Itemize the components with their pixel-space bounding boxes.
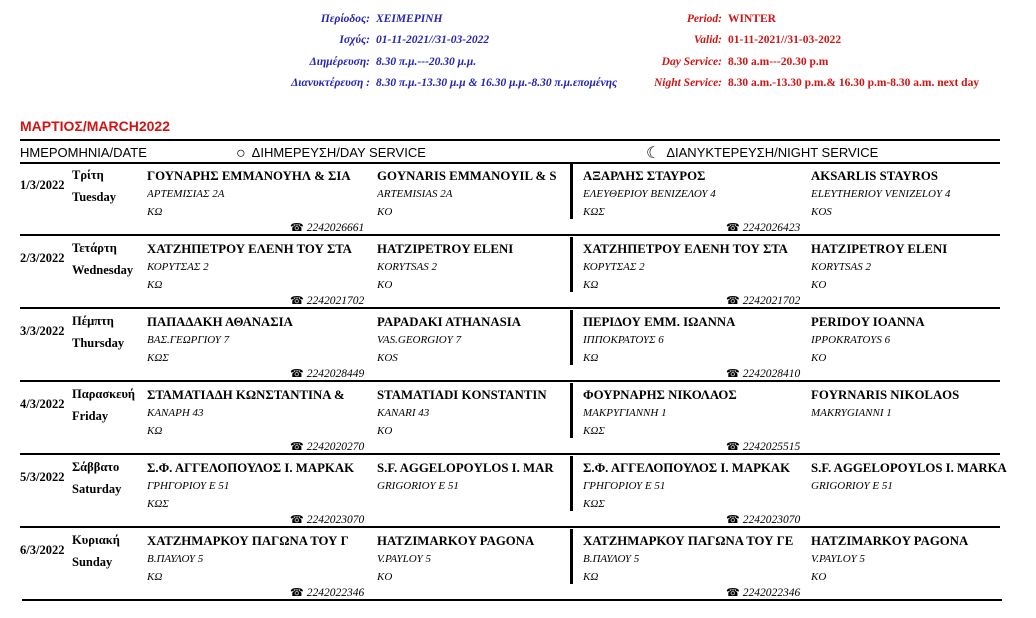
pharmacy-address-gr: ΚΟΡΥΤΣΑΣ 2 [147, 261, 209, 273]
pharmacy-city-gr: ΚΩΣ [583, 425, 605, 437]
pharmacy-address-gr: ΑΡΤΕΜΙΣΙΑΣ 2Α [147, 188, 225, 200]
row-weekday-english: Friday [72, 409, 109, 423]
service-divider [570, 164, 573, 219]
pharmacy-address-en: GRIGORIOY E 51 [811, 480, 893, 492]
pharmacy-address-en: IPPOKRATOYS 6 [811, 334, 891, 346]
pharmacy-address-en: GRIGORIOY E 51 [377, 480, 459, 492]
period-label-en: Period: [686, 13, 722, 25]
service-divider [570, 237, 573, 292]
night-service-value-en: 8.30 a.m.-13.30 p.m.& 16.30 p.m-8.30 a.m. next day [728, 76, 980, 89]
valid-value-en: 01-11-2021//31-03-2022 [728, 34, 842, 47]
row-weekday-english: Wednesday [72, 263, 134, 277]
pharmacy-name-gr: ΓΟΥΝΑΡΗΣ ΕΜΜΑΝΟΥΗΛ & ΣΙΑ [147, 169, 351, 183]
pharmacy-city-gr: ΚΩ [147, 279, 163, 291]
pharmacy-name-gr: ΣΤΑΜΑΤΙΑΔΗ ΚΩΝΣΤΑΝΤΙΝΑ & [147, 388, 345, 402]
pharmacy-name-gr: ΠΑΠΑΔΑΚΗ ΑΘΑΝΑΣΙΑ [147, 315, 293, 329]
pharmacy-address-gr: ΕΛΕΥΘΕΡΙΟΥ ΒΕΝΙΖΕΛΟΥ 4 [583, 188, 716, 200]
day-service-gr-cell [147, 459, 373, 513]
pharmacy-address-gr: ΜΑΚΡΥΓΙΑΝΝΗ 1 [583, 407, 667, 419]
day-service-phone [290, 294, 364, 307]
night-service-gr-cell [583, 167, 809, 221]
day-service-gr-cell [147, 386, 373, 440]
header-row-day-service-en [0, 52, 979, 73]
phone-icon: ☎ [726, 587, 740, 599]
night-service-value-gr: 8.30 π.μ.-13.30 μ.μ & 16.30 μ.μ.-8.30 π.μ.επομένης [376, 76, 618, 89]
night-service-en-cell [811, 167, 1036, 221]
phone-number: 2242023070 [306, 514, 365, 526]
day-service-gr-cell [147, 313, 373, 367]
pharmacy-name-gr: Σ.Φ. ΑΓΓΕΛΟΠΟΥΛΟΣ Ι. ΜΑΡΚΑΚ [147, 461, 355, 475]
row-divider-rule [20, 526, 1000, 528]
day-service-phone [290, 440, 364, 453]
night-service-en-cell [811, 532, 1036, 586]
row-date: 3/3/2022 [20, 324, 65, 338]
pharmacy-city-en: KO [377, 571, 393, 583]
pharmacy-address-en: VAS.GEORGIOY 7 [377, 334, 462, 346]
night-service-en-cell [811, 313, 1036, 367]
phone-icon: ☎ [726, 222, 740, 234]
row-divider-rule [20, 380, 1000, 382]
row-weekday-greek: Σάββατο [72, 460, 120, 474]
pharmacy-name-en: HATZIMARKOY PAGONA [811, 534, 969, 548]
pharmacy-name-gr: ΦΟΥΡΝΑΡΗΣ ΝΙΚΟΛΑΟΣ [583, 388, 737, 402]
phone-number: 2242022346 [306, 587, 365, 599]
phone-icon: ☎ [726, 441, 740, 453]
pharmacy-address-en: V.PAYLOY 5 [811, 553, 866, 565]
pharmacy-city-gr: ΚΩ [147, 571, 163, 583]
pharmacy-city-gr: ΚΩΣ [147, 498, 169, 510]
pharmacy-address-gr: ΚΑΝΑΡΗ 43 [147, 407, 204, 419]
night-service-phone [726, 221, 800, 234]
pharmacy-city-en [811, 495, 1036, 513]
day-row [20, 529, 1000, 602]
phone-icon: ☎ [726, 514, 740, 526]
row-date: 5/3/2022 [20, 470, 65, 484]
pharmacy-address-en: KORYTSAS 2 [811, 261, 872, 273]
day-row [20, 456, 1007, 529]
night-service-phone [726, 586, 800, 599]
day-service-value-gr: 8.30 π.μ.---20.30 μ.μ. [376, 55, 477, 68]
day-row [20, 237, 1000, 310]
pharmacy-city-en [811, 422, 1036, 440]
pharmacy-city-gr: ΚΩ [147, 425, 163, 437]
phone-icon: ☎ [290, 295, 304, 307]
pharmacy-city-gr: ΚΩΣ [583, 206, 605, 218]
row-weekday-english: Thursday [72, 336, 125, 350]
pharmacy-city-gr: ΚΩ [583, 279, 599, 291]
night-service-gr-cell [583, 313, 809, 367]
night-service-gr-cell [583, 240, 809, 294]
pharmacy-address-en: KANARI 43 [377, 407, 430, 419]
day-service-gr-cell [147, 532, 373, 586]
pharmacy-address-gr: ΓΡΗΓΟΡΙΟΥ Ε 51 [147, 480, 230, 492]
night-service-en-cell [811, 240, 1036, 294]
night-service-phone [726, 367, 800, 380]
pharmacy-name-en: PERIDOY IOANNA [811, 315, 925, 329]
pharmacy-name-en: AKSARLIS STAYROS [811, 169, 938, 183]
night-service-gr-cell [583, 459, 809, 513]
pharmacy-city-gr: ΚΩ [583, 352, 599, 364]
night-service-phone [726, 294, 800, 307]
day-service-phone [290, 586, 364, 599]
pharmacy-name-en: HATZIMARKOY PAGONA [377, 534, 535, 548]
service-divider [570, 456, 573, 511]
pharmacy-city-en: KO [377, 425, 393, 437]
day-service-label-gr: Διημέρευση: [309, 55, 370, 68]
phone-number: 2242026423 [742, 222, 801, 234]
pharmacy-address-en: V.PAYLOY 5 [377, 553, 432, 565]
pharmacy-city-en: KO [377, 206, 393, 218]
night-service-en-cell [811, 459, 1036, 513]
pharmacy-city-en: KO [811, 279, 827, 291]
phone-number: 2242028449 [306, 368, 365, 380]
pharmacy-address-gr: ΓΡΗΓΟΡΙΟΥ Ε 51 [583, 480, 666, 492]
row-weekday-english: Tuesday [72, 190, 117, 204]
pharmacy-name-en: STAMATIADI KONSTANTIN [377, 388, 547, 402]
day-service-gr-cell [147, 167, 373, 221]
pharmacy-name-gr: Σ.Φ. ΑΓΓΕΛΟΠΟΥΛΟΣ Ι. ΜΑΡΚΑΚ [583, 461, 791, 475]
phone-number: 2242020270 [306, 441, 365, 453]
period-value-en: WINTER [728, 13, 776, 25]
pharmacy-address-gr: Β.ΠΑΥΛΟΥ 5 [583, 553, 640, 565]
day-service-column-header [236, 143, 426, 163]
pharmacy-city-gr: ΚΩΣ [583, 498, 605, 510]
row-divider-rule [20, 234, 1000, 236]
moon-icon: ☾ [646, 145, 661, 162]
row-divider-rule [20, 453, 1000, 455]
row-weekday-greek: Τετάρτη [72, 241, 117, 255]
pharmacy-name-en: HATZIPETROY ELENI [811, 242, 948, 256]
phone-icon: ☎ [290, 587, 304, 599]
phone-icon: ☎ [290, 514, 304, 526]
day-service-phone [290, 221, 364, 234]
night-service-gr-cell [583, 386, 809, 440]
row-date: 4/3/2022 [20, 397, 65, 411]
period-value-gr: ΧΕΙΜΕΡΙΝΗ [376, 13, 443, 25]
pharmacy-city-en: KOS [377, 352, 398, 364]
row-date: 1/3/2022 [20, 178, 65, 192]
pharmacy-name-gr: ΧΑΤΖΗΜΑΡΚΟΥ ΠΑΓΩΝΑ ΤΟΥ Γ [147, 534, 349, 548]
row-date: 6/3/2022 [20, 543, 65, 557]
header-row-period-en [0, 9, 979, 30]
period-label-gr: Περίοδος: [320, 13, 370, 25]
phone-number: 2242022346 [742, 587, 801, 599]
row-weekday-greek: Πέμπτη [72, 314, 114, 328]
pharmacy-address-gr: ΙΠΠΟΚΡΑΤΟΥΣ 6 [583, 334, 664, 346]
valid-value-gr: 01-11-2021//31-03-2022 [376, 34, 490, 47]
pharmacy-address-en: KORYTSAS 2 [377, 261, 438, 273]
phone-number: 2242028410 [742, 368, 801, 380]
phone-icon: ☎ [726, 295, 740, 307]
day-row [20, 164, 1000, 237]
night-service-en-cell [811, 386, 1036, 440]
pharmacy-name-gr: ΧΑΤΖΗΠΕΤΡΟΥ ΕΛΕΝΗ ΤΟΥ ΣΤΑ [147, 242, 352, 256]
row-date: 2/3/2022 [20, 251, 65, 265]
night-service-gr-cell [583, 532, 809, 586]
pharmacy-city-gr: ΚΩ [147, 206, 163, 218]
day-row [20, 310, 1000, 383]
pharmacy-address-gr: ΒΑΣ.ΓΕΩΡΓΙΟΥ 7 [147, 334, 230, 346]
header-top-rule [20, 139, 1000, 141]
valid-label-en: Valid: [693, 34, 722, 47]
phone-number: 2242021702 [306, 295, 365, 307]
pharmacy-city-en: KO [811, 352, 827, 364]
service-divider [570, 383, 573, 438]
sun-icon: ○ [236, 145, 246, 162]
day-service-column-label: ΔΙΗΜΕΡΕΥΣΗ/DAY SERVICE [251, 145, 426, 160]
pharmacy-city-gr: ΚΩΣ [147, 352, 169, 364]
service-divider [570, 529, 573, 584]
day-row [20, 383, 1000, 456]
row-weekday-greek: Κυριακή [72, 533, 120, 547]
header-row-valid-en [0, 30, 979, 51]
pharmacy-address-en: MAKRYGIANNI 1 [811, 407, 892, 419]
pharmacy-name-gr: ΧΑΤΖΗΜΑΡΚΟΥ ΠΑΓΩΝΑ ΤΟΥ ΓΕ [583, 534, 794, 548]
pharmacy-name-en: S.F. AGGELOPOYLOS I. MAR [377, 461, 554, 475]
row-weekday-greek: Τρίτη [72, 168, 104, 182]
header-english [0, 9, 979, 94]
pharmacy-city-en: KOS [811, 206, 832, 218]
pharmacy-name-gr: ΧΑΤΖΗΠΕΤΡΟΥ ΕΛΕΝΗ ΤΟΥ ΣΤΑ [583, 242, 788, 256]
pharmacy-address-gr: ΚΟΡΥΤΣΑΣ 2 [583, 261, 645, 273]
day-service-label-en: Day Service: [661, 55, 722, 68]
pharmacy-address-en: ARTEMISIAS 2A [377, 188, 453, 200]
phone-icon: ☎ [290, 368, 304, 380]
night-service-phone [726, 440, 800, 453]
phone-number: 2242025515 [742, 441, 801, 453]
phone-number: 2242021702 [742, 295, 801, 307]
phone-icon: ☎ [726, 368, 740, 380]
row-weekday-greek: Παρασκευή [72, 387, 136, 401]
phone-icon: ☎ [290, 222, 304, 234]
row-weekday-english: Saturday [72, 482, 122, 496]
pharmacy-name-en: FOYRNARIS NIKOLAOS [811, 388, 960, 402]
night-service-column-label: ΔΙΑΝΥΚΤΕΡΕΥΣΗ/NIGHT SERVICE [666, 145, 879, 160]
pharmacy-address-gr: Β.ΠΑΥΛΟΥ 5 [147, 553, 204, 565]
month-title: ΜΑΡΤΙΟΣ/MARCH2022 [20, 118, 170, 134]
pharmacy-name-en: GOYNARIS EMMANOYIL & S [377, 169, 557, 183]
night-service-phone [726, 513, 800, 526]
pharmacy-name-en: HATZIPETROY ELENI [377, 242, 514, 256]
pharmacy-name-en: S.F. AGGELOPOYLOS I. MARKA [811, 461, 1007, 475]
night-service-column-header [646, 143, 878, 163]
row-weekday-english: Sunday [72, 555, 113, 569]
pharmacy-name-gr: ΑΞΑΡΛΗΣ ΣΤΑΥΡΟΣ [583, 169, 706, 183]
header-row-night-service-en [0, 73, 979, 94]
row-divider-rule [20, 307, 1000, 309]
night-service-label-en: Night Service: [653, 76, 722, 89]
pharmacy-city-en: KO [811, 571, 827, 583]
day-service-gr-cell [147, 240, 373, 294]
phone-number: 2242026661 [306, 222, 365, 234]
pharmacy-name-en: PAPADAKI ATHANASIA [377, 315, 521, 329]
valid-label-gr: Ισχύς: [339, 34, 370, 47]
pharmacy-city-gr: ΚΩ [583, 571, 599, 583]
date-column-header: ΗΜΕΡΟΜΗΝΙΑ/DATE [20, 145, 147, 160]
day-service-phone [290, 513, 364, 526]
service-divider [570, 310, 573, 365]
row-divider-rule [22, 599, 1002, 601]
pharmacy-address-en: ELEYTHERIOY VENIZELOY 4 [811, 188, 951, 200]
phone-icon: ☎ [290, 441, 304, 453]
pharmacy-name-gr: ΠΕΡΙΔΟΥ ΕΜΜ. ΙΩΑΝΝΑ [583, 315, 736, 329]
day-service-value-en: 8.30 a.m---20.30 p.m [728, 55, 829, 68]
pharmacy-city-en: KO [377, 279, 393, 291]
phone-number: 2242023070 [742, 514, 801, 526]
day-service-phone [290, 367, 364, 380]
night-service-label-gr: Διανυκτέρευση : [291, 76, 370, 89]
